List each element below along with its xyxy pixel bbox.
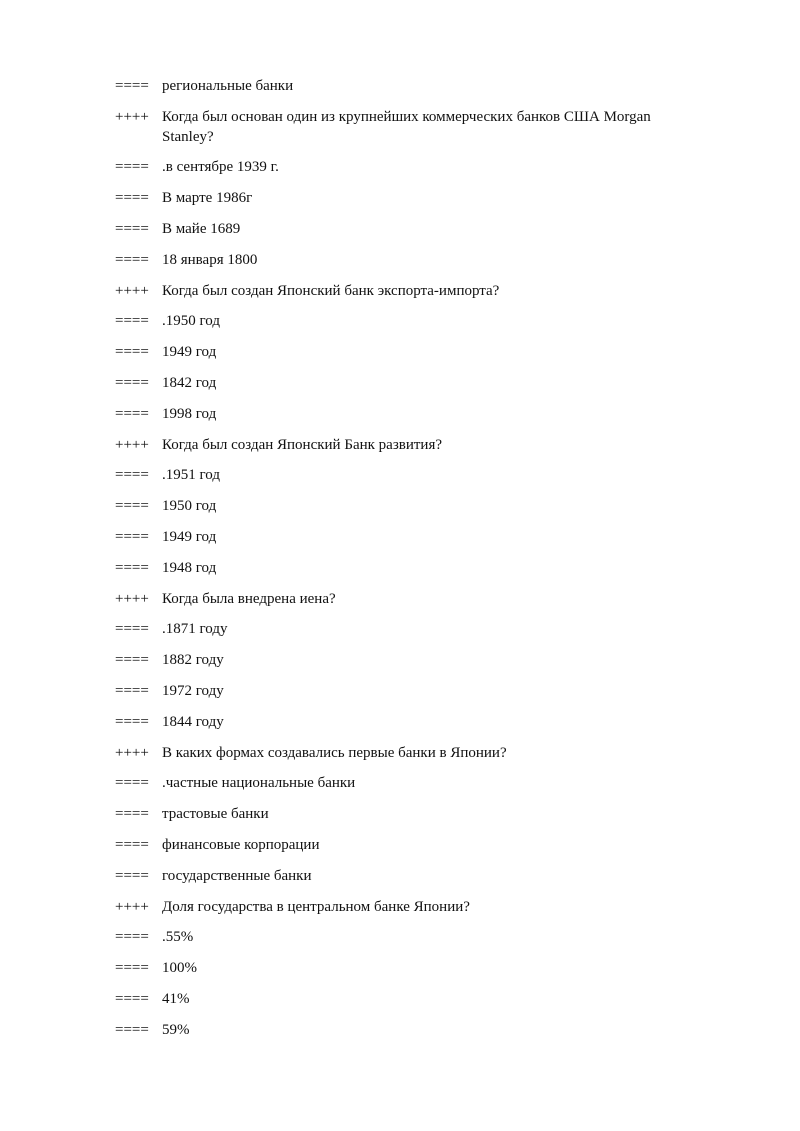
answer-text: финансовые корпорации	[162, 837, 320, 853]
answer-line	[115, 773, 715, 793]
answer-text: 1948 год	[162, 560, 217, 576]
answer-text: 1882 году	[162, 652, 224, 668]
question-text: В каких формах создавались первые банки в Японии?	[162, 745, 507, 761]
question-line	[115, 589, 715, 609]
answer-text: .55%	[162, 929, 194, 945]
answer-text: В марте 1986г	[162, 190, 253, 206]
answer-text: 59%	[162, 1022, 190, 1038]
answer-marker: ====	[115, 960, 149, 976]
question-marker: ++++	[115, 109, 149, 125]
answer-text: 1949 год	[162, 344, 217, 360]
answer-line	[115, 1020, 715, 1040]
question-marker: ++++	[115, 283, 149, 299]
answer-line	[115, 527, 715, 547]
answer-text: .частные национальные банки	[162, 775, 356, 791]
answer-text: трастовые банки	[162, 806, 269, 822]
answer-line	[115, 989, 715, 1009]
answer-marker: ====	[115, 78, 149, 94]
answer-line	[115, 76, 715, 96]
answer-marker: ====	[115, 683, 149, 699]
answer-marker: ====	[115, 159, 149, 175]
question-marker: ++++	[115, 745, 149, 761]
answer-text: .1950 год	[162, 313, 220, 329]
answer-text: .1951 год	[162, 467, 220, 483]
question-line	[115, 435, 715, 455]
answer-line	[115, 250, 715, 270]
answer-marker: ====	[115, 529, 149, 545]
answer-marker: ====	[115, 929, 149, 945]
answer-marker: ====	[115, 467, 149, 483]
answer-text: 1844 году	[162, 714, 224, 730]
answer-marker: ====	[115, 252, 149, 268]
answer-line	[115, 866, 715, 886]
answer-line	[115, 404, 715, 424]
answer-line	[115, 157, 715, 177]
answer-text: В майе 1689	[162, 221, 241, 237]
answer-marker: ====	[115, 868, 149, 884]
question-line	[115, 743, 715, 763]
answer-text: 1972 году	[162, 683, 224, 699]
answer-marker: ====	[115, 991, 149, 1007]
answer-text: региональные банки	[162, 78, 294, 94]
question-marker: ++++	[115, 591, 149, 607]
question-line	[115, 107, 715, 147]
answer-line	[115, 681, 715, 701]
answer-line	[115, 835, 715, 855]
answer-marker: ====	[115, 221, 149, 237]
answer-line	[115, 927, 715, 947]
answer-text: 41%	[162, 991, 190, 1007]
question-line	[115, 281, 715, 301]
question-text: Когда был создан Японский банк экспорта-импорта?	[162, 283, 500, 299]
answer-line	[115, 496, 715, 516]
answer-marker: ====	[115, 190, 149, 206]
answer-marker: ====	[115, 775, 149, 791]
question-marker: ++++	[115, 437, 149, 453]
answer-line	[115, 958, 715, 978]
answer-marker: ====	[115, 498, 149, 514]
answer-line	[115, 311, 715, 331]
answer-text: 1949 год	[162, 529, 217, 545]
question-text: Когда был основан один из крупнейших коммерческих банков США Morgan Stanley?	[162, 109, 651, 145]
answer-marker: ====	[115, 560, 149, 576]
question-marker: ++++	[115, 899, 149, 915]
answer-line	[115, 804, 715, 824]
answer-text: 1950 год	[162, 498, 217, 514]
answer-marker: ====	[115, 652, 149, 668]
answer-marker: ====	[115, 714, 149, 730]
question-text: Когда была внедрена иена?	[162, 591, 336, 607]
answer-text: 18 января 1800	[162, 252, 258, 268]
answer-line	[115, 712, 715, 732]
answer-marker: ====	[115, 806, 149, 822]
question-text: Когда был создан Японский Банк развития?	[162, 437, 443, 453]
answer-text: государственные банки	[162, 868, 312, 884]
answer-text: 100%	[162, 960, 197, 976]
question-text: Доля государства в центральном банке Японии?	[162, 899, 470, 915]
answer-marker: ====	[115, 375, 149, 391]
answer-line	[115, 219, 715, 239]
answer-marker: ====	[115, 837, 149, 853]
answer-line	[115, 188, 715, 208]
answer-text: .1871 году	[162, 621, 228, 637]
answer-text: .в сентябре 1939 г.	[162, 159, 279, 175]
answer-line	[115, 650, 715, 670]
answer-text: 1998 год	[162, 406, 217, 422]
answer-marker: ====	[115, 1022, 149, 1038]
answer-text: 1842 год	[162, 375, 217, 391]
answer-marker: ====	[115, 313, 149, 329]
answer-line	[115, 465, 715, 485]
question-line	[115, 897, 715, 917]
answer-line	[115, 619, 715, 639]
answer-line	[115, 373, 715, 393]
answer-line	[115, 342, 715, 362]
answer-marker: ====	[115, 344, 149, 360]
answer-marker: ====	[115, 406, 149, 422]
answer-line	[115, 558, 715, 578]
answer-marker: ====	[115, 621, 149, 637]
